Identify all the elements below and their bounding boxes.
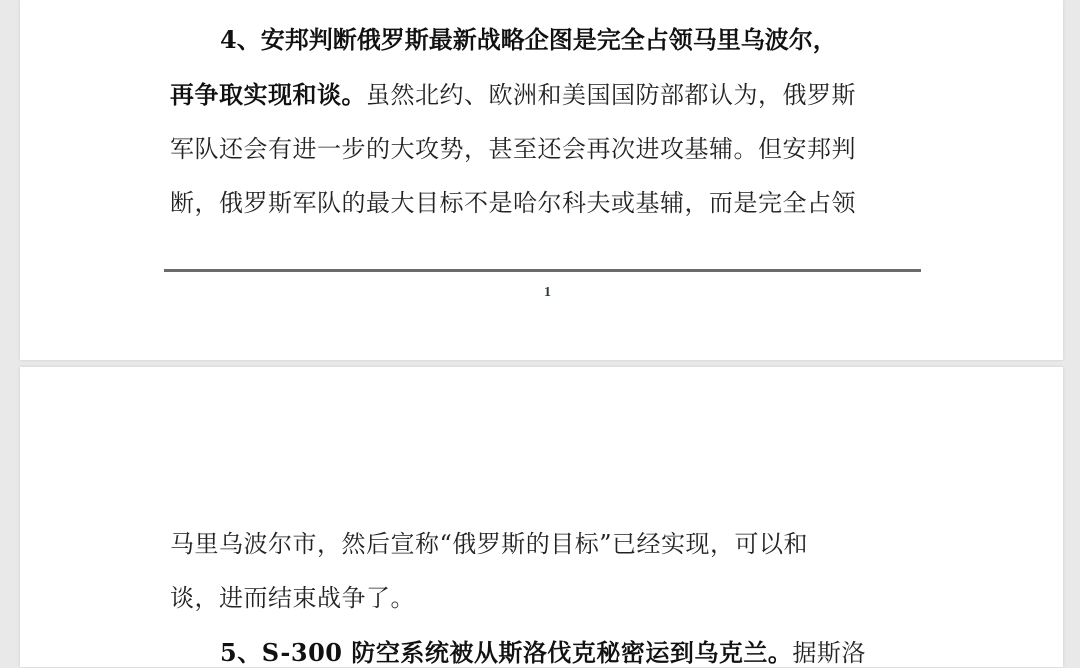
paragraph-5-heading: 5、S-300 防空系统被从斯洛伐克秘密运到乌克兰。 (220, 638, 793, 667)
document-page-2 (20, 367, 1063, 667)
paragraph-4-continued-line-1: 马里乌波尔市，然后宣称“俄罗斯的目标”已经实现，可以和 (170, 530, 809, 558)
paragraph-4-heading-end: 再争取实现和谈。 (170, 80, 366, 109)
paragraph-4-continued-line-2: 谈，进而结束战争了。 (170, 584, 415, 612)
paragraph-4-line-4: 断，俄罗斯军队的最大目标不是哈尔科夫或基辅，而是完全占领 (170, 189, 856, 217)
paragraph-4-text: 虽然北约、欧洲和美国国防部都认为，俄罗斯 (366, 81, 856, 109)
paragraph-4-line-2 (170, 80, 915, 110)
paragraph-4-line-1 (220, 25, 900, 55)
paragraph-4-line-3: 军队还会有进一步的大攻势，甚至还会再次进攻基辅。但安邦判 (170, 135, 856, 163)
paragraph-5-line-1 (220, 638, 920, 668)
paragraph-4-heading: 4、安邦判断俄罗斯最新战略企图是完全占领马里乌波尔， (220, 25, 837, 54)
footer-rule (164, 269, 921, 272)
paragraph-5-text: 据斯洛 (792, 639, 866, 667)
page-number: 1 (544, 285, 551, 300)
document-page-1 (20, 0, 1063, 360)
